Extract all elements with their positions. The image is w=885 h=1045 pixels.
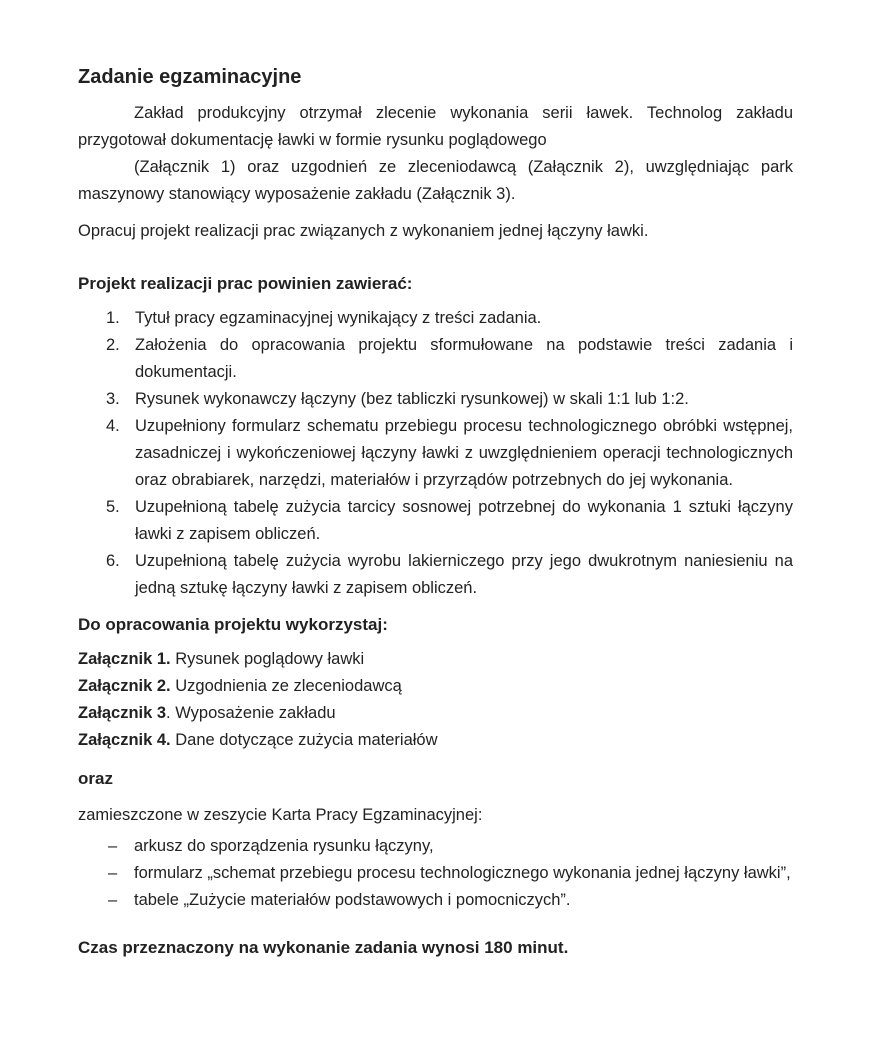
- attachment-item: Załącznik 1. Rysunek poglądowy ławki: [78, 650, 365, 668]
- intro-line-1: Zakład produkcyjny otrzymał zlecenie wykonania serii ławek. Technolog zakładu przygotował dokumentację ławki w formie rysunku poglądowego: [78, 104, 793, 149]
- task-item: 4. Uzupełniony formularz schematu przebiegu procesu technologicznego obróbki wstępnej, zasadniczej i wykończeniowej łączyny ławki z uwzględnieniem operacji technologicznych oraz obrabiarek, narzędzi, materiałów i przyrządów potrzebnych do jej wykonania.: [106, 417, 793, 489]
- attachment-item: Załącznik 4. Dane dotyczące zużycia materiałów: [78, 731, 438, 749]
- attachment-list: [78, 646, 793, 754]
- page-title: Zadanie egzaminacyjne: [78, 66, 302, 88]
- task-item: 2. Założenia do opracowania projektu sformułowane na podstawie treści zadania i dokumentacji.: [106, 336, 793, 381]
- workbook-intro: zamieszczone w zeszycie Karta Pracy Egzaminacyjnej:: [78, 806, 483, 824]
- task-item: 5. Uzupełnioną tabelę zużycia tarcicy sosnowej potrzebnej do wykonania 1 sztuki łączyny ławki z zapisem obliczeń.: [106, 498, 793, 543]
- workbook-item: – formularz „schemat przebiegu procesu technologicznego wykonania jednej łączyny ławki”,: [108, 864, 791, 882]
- task-item: 3. Rysunek wykonawczy łączyny (bez tabliczki rysunkowej) w skali 1:1 lub 1:2.: [106, 390, 689, 408]
- exam-task-page: [78, 64, 793, 961]
- oraz-label: oraz: [78, 769, 113, 788]
- attachment-item: Załącznik 2. Uzgodnienia ze zleceniodawcą: [78, 677, 402, 695]
- instruction-text: Opracuj projekt realizacji prac związanych z wykonaniem jednej łączyny ławki.: [78, 222, 649, 240]
- workbook-item: – tabele „Zużycie materiałów podstawowych i pomocniczych”.: [108, 891, 571, 909]
- use-heading: Do opracowania projektu wykorzystaj:: [78, 615, 388, 634]
- intro-paragraph: [78, 100, 793, 208]
- project-heading: Projekt realizacji prac powinien zawierać:: [78, 274, 413, 293]
- attachment-item: Załącznik 3. Wyposażenie zakładu: [78, 704, 336, 722]
- task-item: 6. Uzupełnioną tabelę zużycia wyrobu lakierniczego przy jego dwukrotnym naniesieniu na jedną sztukę łączyny ławki z zapisem obliczeń.: [106, 552, 793, 597]
- task-list: [78, 305, 793, 602]
- intro-line-2: (Załącznik 1) oraz uzgodnień ze zleceniodawcą (Załącznik 2), uwzględniając park maszynowy stanowiący wyposażenie zakładu (Załącznik 3).: [78, 158, 793, 203]
- workbook-list: [78, 835, 793, 911]
- task-item: 1. Tytuł pracy egzaminacyjnej wynikający z treści zadania.: [106, 309, 542, 327]
- time-note: Czas przeznaczony na wykonanie zadania wynosi 180 minut.: [78, 938, 569, 957]
- workbook-item: – arkusz do sporządzenia rysunku łączyny,: [108, 837, 434, 855]
